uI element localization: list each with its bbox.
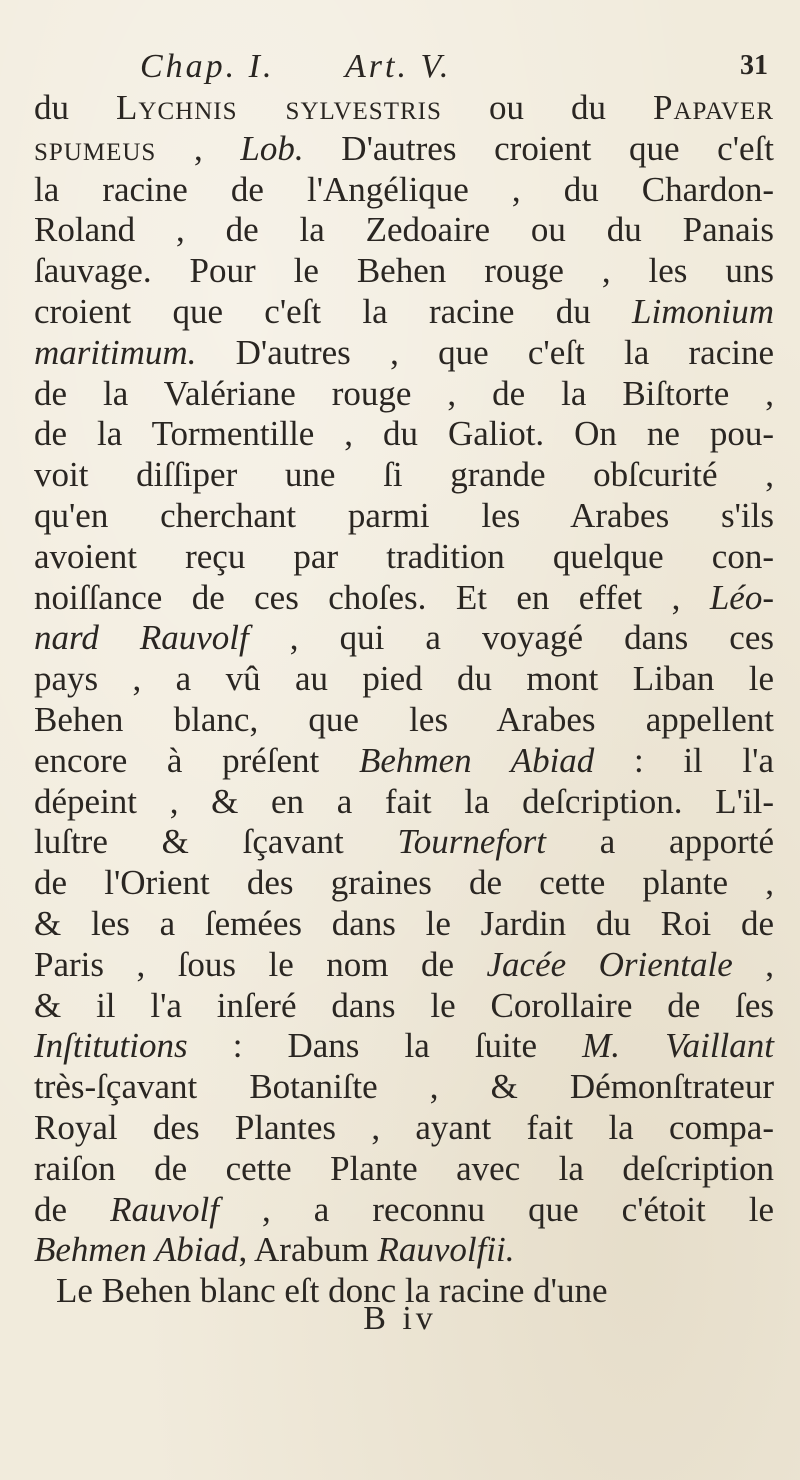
page-number: 31	[740, 50, 768, 81]
text-segment: D'autres croient que c'eſt	[303, 128, 775, 168]
text-line	[34, 986, 774, 1027]
small-caps-text: Papaver	[653, 88, 774, 127]
text-segment: dépeint , & en a fait la deſcription. L'il-	[34, 781, 774, 821]
text-segment: qu'en cherchant parmi les Arabes s'ils	[34, 495, 774, 535]
text-line	[34, 863, 774, 904]
text-segment: du	[34, 88, 117, 127]
text-segment: pays , a vû au pied du mont Liban le	[34, 659, 774, 699]
italic-text: Rauvolfii.	[377, 1230, 515, 1270]
text-segment: de la Valériane rouge , de la Biſtorte ,	[34, 373, 774, 413]
italic-text: Inſtitutions	[34, 1026, 188, 1066]
italic-text: Lob.	[240, 128, 304, 168]
text-segment: Roland , de la Zedoaire ou du Panais	[34, 210, 774, 250]
italic-text: nard Rauvolf	[34, 618, 249, 658]
text-line	[34, 700, 774, 741]
running-head-chapter: Chap. I.	[140, 48, 275, 85]
text-line	[34, 578, 774, 619]
italic-text: maritimum.	[34, 332, 197, 372]
text-segment: la racine de l'Angélique , du Chardon-	[34, 169, 774, 209]
italic-text: Tournefort	[397, 822, 546, 862]
text-line	[34, 374, 774, 415]
text-line	[34, 1149, 774, 1190]
text-line	[34, 496, 774, 537]
text-segment: voit diſſiper une ſi grande obſcurité ,	[34, 455, 774, 495]
text-segment: Le Behen blanc eſt donc la racine d'une	[56, 1271, 608, 1311]
text-line	[34, 414, 774, 455]
italic-text: Behmen Abiad	[34, 1230, 239, 1270]
text-segment: , Arabum	[238, 1230, 378, 1270]
text-segment: , qui a voyagé dans ces	[248, 618, 774, 658]
body-text	[34, 88, 774, 1312]
text-line	[34, 333, 774, 374]
text-line	[34, 1230, 774, 1271]
small-caps-text: Lychnis sylvestris	[116, 88, 442, 127]
text-line	[34, 129, 774, 170]
text-line	[34, 170, 774, 211]
italic-text: Rauvolf	[110, 1189, 219, 1229]
text-segment: raiſon de cette Plante avec la deſcription	[34, 1148, 774, 1188]
text-line	[34, 88, 774, 129]
italic-text: Limonium	[632, 291, 774, 331]
text-segment: encore à préſent	[34, 740, 359, 780]
text-segment: D'autres , que c'eſt la racine	[196, 332, 774, 372]
text-segment: croient que c'eſt la racine du	[34, 291, 633, 331]
text-segment: avoient reçu par tradition quelque con-	[34, 536, 774, 576]
text-segment: ,	[732, 944, 774, 984]
text-segment: & il l'a inſeré dans le Corollaire de ſes	[34, 985, 774, 1025]
text-line	[34, 210, 774, 251]
text-line	[34, 782, 774, 823]
italic-text: Léo-	[709, 577, 774, 617]
text-line	[34, 945, 774, 986]
text-segment: Behen blanc, que les Arabes appellent	[34, 699, 774, 739]
text-line	[34, 822, 774, 863]
italic-text: Jacée Orientale	[486, 944, 733, 984]
text-segment: a apporté	[545, 822, 775, 862]
text-segment: : Dans la ſuite	[187, 1026, 583, 1066]
italic-text: M. Vaillant	[582, 1026, 774, 1066]
text-line	[34, 292, 774, 333]
text-segment: ou du	[441, 88, 654, 127]
text-line	[34, 1067, 774, 1108]
text-segment: de	[34, 1189, 111, 1229]
text-segment: ,	[156, 128, 241, 168]
text-segment: & les a ſemées dans le Jardin du Roi de	[34, 903, 774, 943]
small-caps-text: spumeus	[34, 128, 157, 168]
text-segment: ſauvage. Pour le Behen rouge , les uns	[34, 251, 774, 291]
text-segment: Royal des Plantes , ayant fait la compa-	[34, 1107, 774, 1147]
text-line	[34, 537, 774, 578]
signature-mark: B iv	[363, 1300, 437, 1337]
text-line	[34, 741, 774, 782]
text-line	[34, 659, 774, 700]
text-line	[34, 1026, 774, 1067]
text-segment: luſtre & ſçavant	[34, 822, 398, 862]
text-line	[34, 455, 774, 496]
italic-text: Behmen Abiad	[358, 740, 595, 780]
text-segment: : il l'a	[594, 740, 774, 780]
text-line	[34, 1108, 774, 1149]
text-line	[34, 618, 774, 659]
text-segment: très-ſçavant Botaniſte , & Démonſtrateur	[34, 1067, 774, 1107]
text-segment: de la Tormentille , du Galiot. On ne pou-	[34, 414, 774, 454]
running-head-article: Art. V.	[345, 48, 452, 85]
text-segment: noiſſance de ces choſes. Et en effet ,	[34, 577, 710, 617]
text-segment: de l'Orient des graines de cette plante ,	[34, 863, 774, 903]
text-line	[34, 1190, 774, 1231]
text-line	[34, 251, 774, 292]
text-line	[34, 904, 774, 945]
text-segment: Paris , ſous le nom de	[34, 944, 487, 984]
text-segment: , a reconnu que c'étoit le	[218, 1189, 774, 1229]
